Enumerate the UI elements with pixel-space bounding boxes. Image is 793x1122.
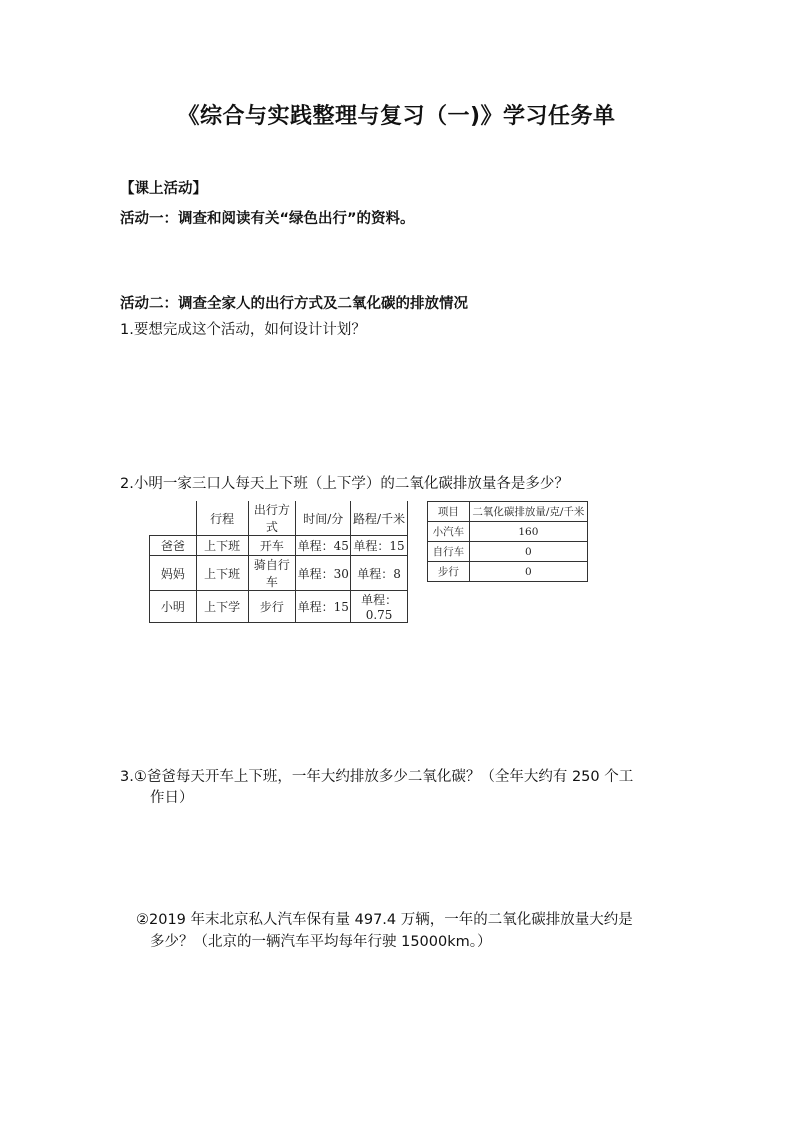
table-cell xyxy=(150,501,197,536)
table-row xyxy=(428,522,588,542)
table-cell: 开车 xyxy=(248,536,296,556)
table-cell: 出行方式 xyxy=(248,501,296,536)
table-cell: 时间/分 xyxy=(296,501,351,536)
question-2: 2.小明一家三口人每天上下班（上下学）的二氧化碳排放量各是多少？ xyxy=(120,476,569,492)
table-cell: 单程：30 xyxy=(296,556,351,591)
table-cell: 160 xyxy=(469,522,587,542)
table-cell: 行程 xyxy=(196,501,248,536)
table-cell: 单程：0.75 xyxy=(351,591,408,623)
question-4-line-1: ②2019 年末北京私人汽车保有量 497.4 万辆，一年的二氧化碳排放量大约是 xyxy=(136,912,633,928)
question-3-line-1: 3.①爸爸每天开车上下班，一年大约排放多少二氧化碳？（全年大约有 250 个工 xyxy=(120,769,634,785)
activity-two: 活动二：调查全家人的出行方式及二氧化碳的排放情况 xyxy=(120,296,468,312)
question-4-line-2: 多少？（北京的一辆汽车平均每年行驶 15000km。） xyxy=(150,934,492,950)
table-cell: 自行车 xyxy=(428,542,470,562)
table-cell: 二氧化碳排放量/克/千米 xyxy=(469,502,587,522)
table-cell: 单程：15 xyxy=(351,536,408,556)
table-row xyxy=(150,556,408,591)
table-cell: 项目 xyxy=(428,502,470,522)
table-cell: 单程：15 xyxy=(296,591,351,623)
table-cell: 爸爸 xyxy=(150,536,197,556)
question-1: 1.要想完成这个活动，如何设计计划？ xyxy=(120,322,366,338)
table-cell: 骑自行车 xyxy=(248,556,296,591)
table-cell: 步行 xyxy=(248,591,296,623)
table-header-row xyxy=(150,501,408,536)
table-row xyxy=(150,591,408,623)
table-cell: 上下班 xyxy=(196,536,248,556)
section-label: 【课上活动】 xyxy=(120,181,207,197)
emission-table xyxy=(427,501,588,582)
table-row xyxy=(428,542,588,562)
table-row xyxy=(428,562,588,582)
table-cell: 上下班 xyxy=(196,556,248,591)
table-cell: 0 xyxy=(469,542,587,562)
travel-table xyxy=(149,501,408,623)
activity-one: 活动一：调查和阅读有关“绿色出行”的资料。 xyxy=(120,211,415,227)
table-cell: 单程：8 xyxy=(351,556,408,591)
table-cell: 单程：45 xyxy=(296,536,351,556)
table-cell: 步行 xyxy=(428,562,470,582)
table-cell: 小明 xyxy=(150,591,197,623)
table-cell: 路程/千米 xyxy=(351,501,408,536)
table-cell: 上下学 xyxy=(196,591,248,623)
page-title: 《综合与实践整理与复习（一)》学习任务单 xyxy=(177,104,616,129)
table-cell: 妈妈 xyxy=(150,556,197,591)
table-cell: 0 xyxy=(469,562,587,582)
table-row xyxy=(150,536,408,556)
question-3-line-2: 作日） xyxy=(150,790,194,806)
table-header-row xyxy=(428,502,588,522)
table-cell: 小汽车 xyxy=(428,522,470,542)
